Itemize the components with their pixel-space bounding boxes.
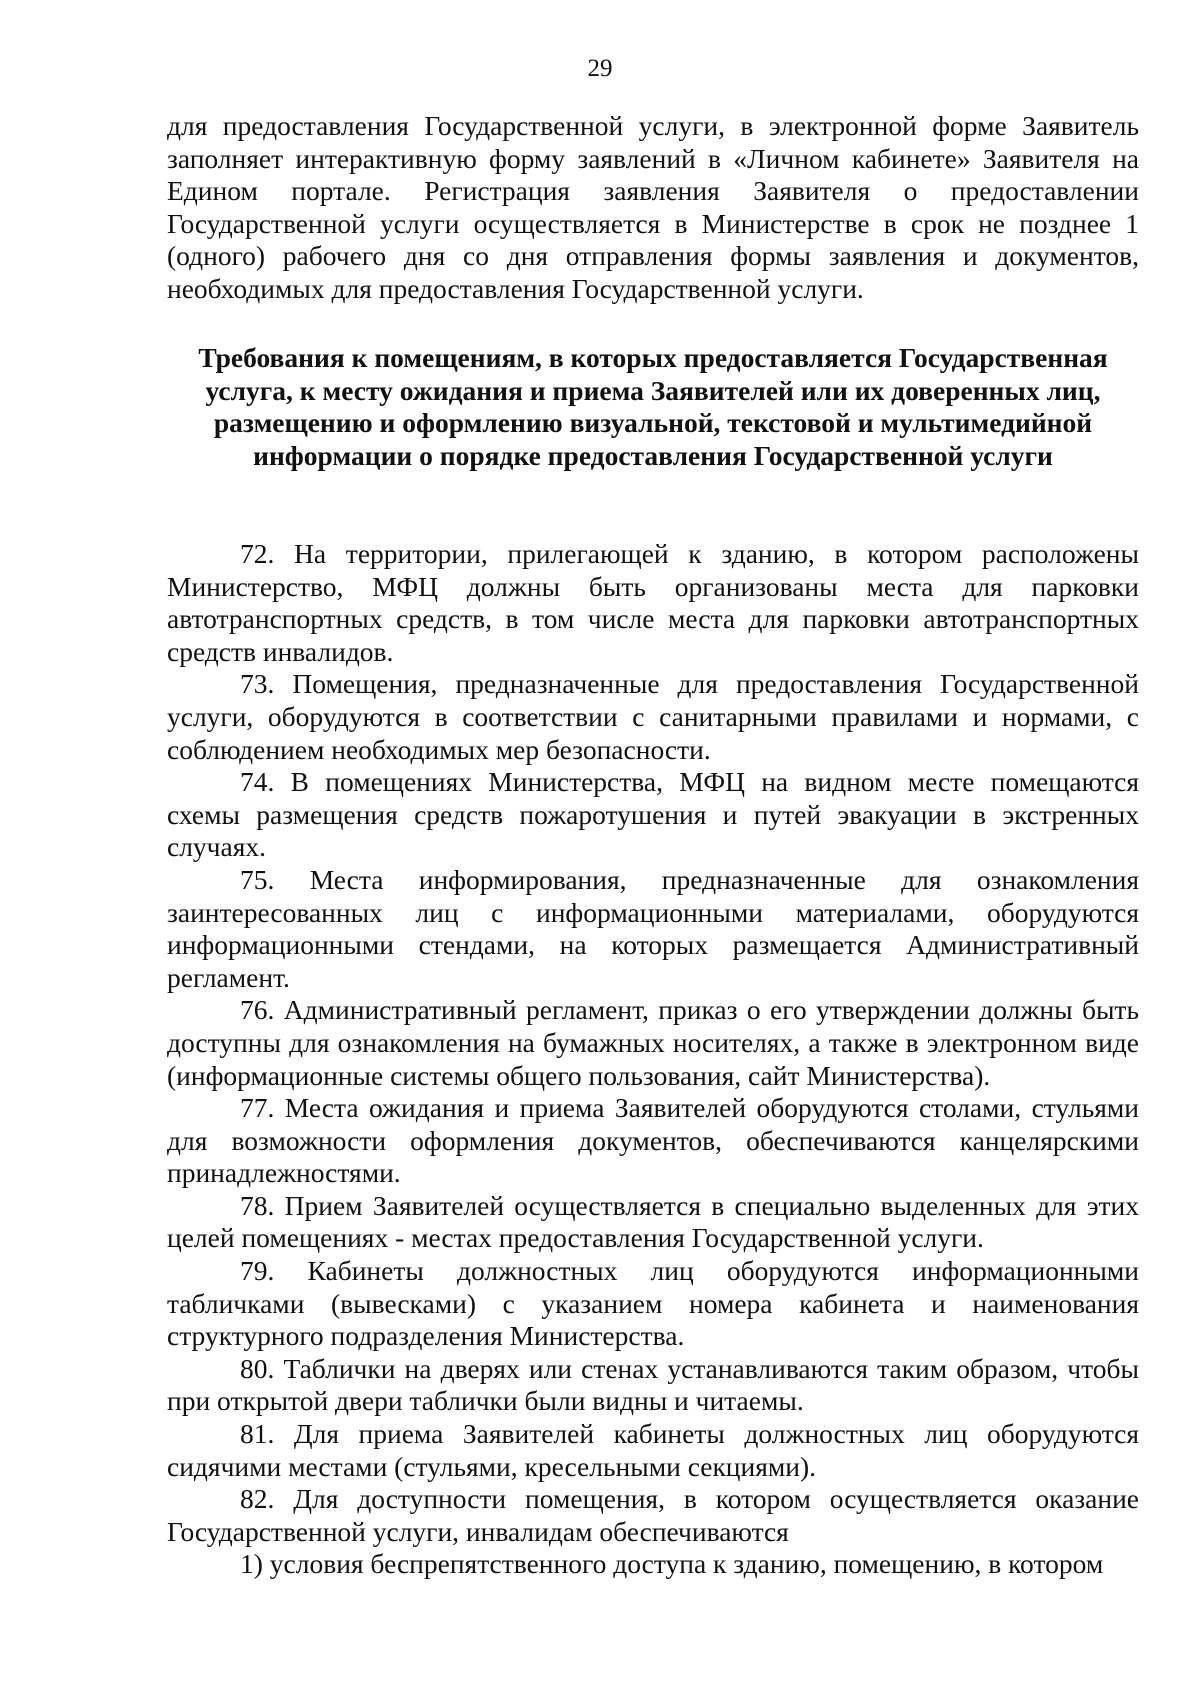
intro-block	[167, 110, 1139, 306]
paragraph-80: 80. Таблички на дверях или стенах устанавливаются таким образом, чтобы при открытой двери таблички были видны и читаемы.	[167, 1352, 1139, 1417]
paragraph-78: 78. Прием Заявителей осуществляется в специально выделенных для этих целей помещениях - местах предоставления Государственной услуги.	[167, 1189, 1139, 1254]
paragraph-72: 72. На территории, прилегающей к зданию, в котором расположены Министерство, МФЦ должны быть организованы места для парковки автотранспортных средств, в том числе места для парковки автотранспортных средств инвалидов.	[167, 538, 1139, 667]
paragraph-76: 76. Административный регламент, приказ о его утверждении должны быть доступны для ознакомления на бумажных носителях, а также в электронном виде (информационные системы общего пользования, сайт Министерства).	[167, 994, 1139, 1091]
paragraph-77: 77. Места ожидания и приема Заявителей оборудуются столами, стульями для возможности оформления документов, обеспечиваются канцелярскими принадлежностями.	[167, 1092, 1139, 1189]
paragraph-74: 74. В помещениях Министерства, МФЦ на видном месте помещаются схемы размещения средств пожаротушения и путей эвакуации в экстренных случаях.	[167, 766, 1139, 863]
paragraph-82: 82. Для доступности помещения, в котором осуществляется оказание Государственной услуги, инвалидам обеспечиваются	[167, 1483, 1139, 1547]
paragraph-81: 81. Для приема Заявителей кабинеты должностных лиц оборудуются сидячими местами (стульями, кресельными секциями).	[167, 1418, 1139, 1482]
paragraph-list	[167, 538, 1139, 1581]
page-number: 29	[587, 55, 613, 82]
paragraph-73: 73. Помещения, предназначенные для предоставления Государственной услуги, оборудуются в соответствии с санитарными правилами и нормами, с соблюдением необходимых мер безопасности.	[167, 668, 1139, 765]
paragraph-79: 79. Кабинеты должностных лиц оборудуются информационными табличками (вывесками) с указанием номера кабинета и наименования структурного подразделения Министерства.	[167, 1255, 1139, 1352]
section-heading: Требования к помещениям, в которых предоставляется Государственная услуга, к месту ожидания и приема Заявителей или их доверенных лиц, размещению и оформлению визуальной, текстовой и мультимедийной информации о порядке предоставления Государственной услуги	[198, 342, 1108, 471]
paragraph-75: 75. Места информирования, предназначенные для ознакомления заинтересованных лиц с информационными материалами, оборудуются информационными стендами, на которых размещается Административный регламент.	[167, 863, 1139, 993]
paragraph-82-item-1: 1) условия беспрепятственного доступа к зданию, помещению, в котором	[240, 1548, 1104, 1580]
intro-paragraph: для предоставления Государственной услуги, в электронной форме Заявитель заполняет интерактивную форму заявлений в «Личном кабинете» Заявителя на Едином портале. Регистрация заявления Заявителя о предоставлении Государственной услуги осуществляется в Министерстве в срок не позднее 1 (одного) рабочего дня со дня отправления формы заявления и документов, необходимых для предоставления Государственной услуги.	[167, 110, 1139, 304]
